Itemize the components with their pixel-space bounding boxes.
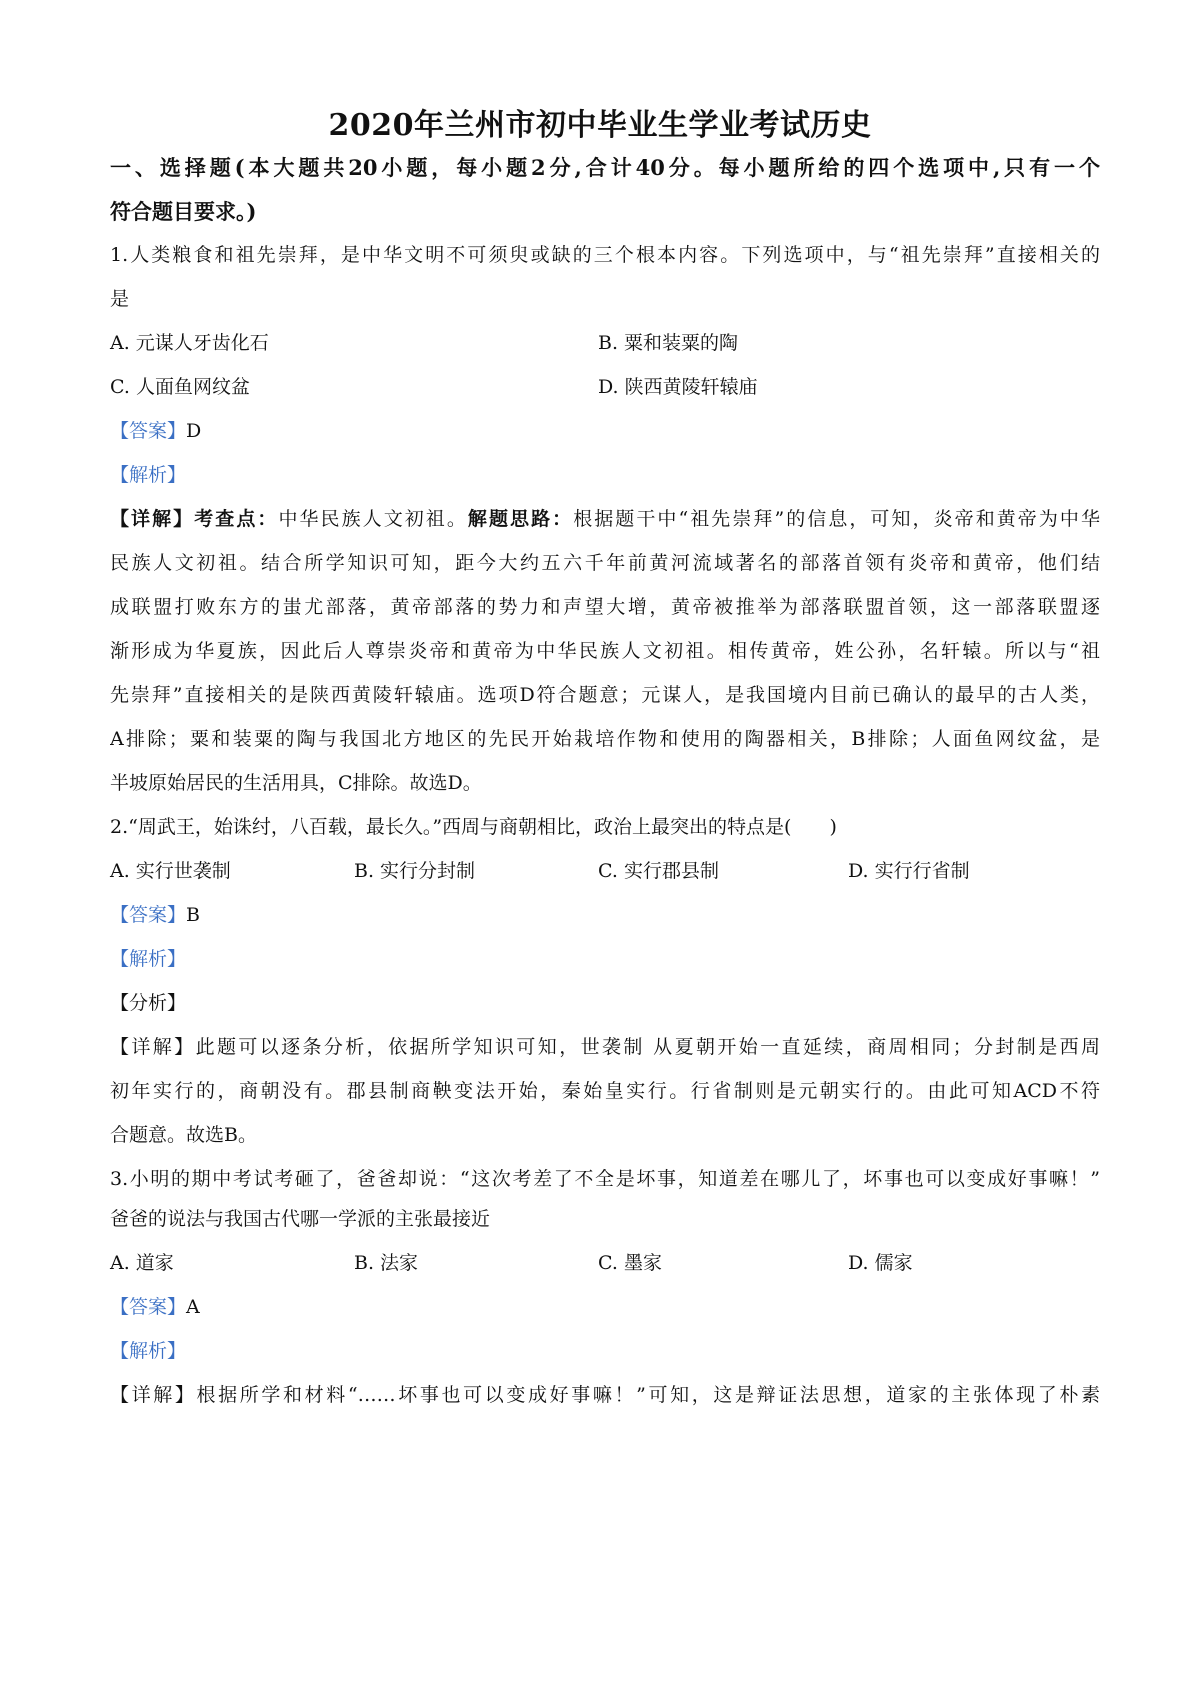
answer-label: 【答案】 — [110, 420, 187, 442]
q2-option-c: C. 实行郡县制 — [598, 860, 719, 882]
q2-stem: 2.“周武王，始诛纣，八百载，最长久。”西周与商朝相比，政治上最突出的特点是( ) — [110, 816, 837, 838]
q1-detail-line1 — [110, 504, 1100, 531]
analysis-label: 【解析】 — [110, 464, 187, 486]
q1-option-a: A. 元谋人牙齿化石 — [110, 332, 269, 354]
q3-detail-line1 — [110, 1380, 1100, 1407]
answer-value: D — [186, 420, 202, 442]
q1-stem-line2: 是 — [110, 288, 130, 310]
q2-option-a: A. 实行世袭制 — [110, 860, 231, 882]
section-heading-line2: 符合题目要求。) — [110, 199, 257, 224]
q1-option-c: C. 人面鱼网纹盆 — [110, 376, 250, 398]
q1-detail-line: 渐形成为华夏族，因此后人尊崇炎帝和黄帝为中华民族人文初祖。相传黄帝，姓公孙，名轩辕。所以与“祖 — [110, 640, 1100, 662]
q3-analysis-label — [110, 1336, 1100, 1363]
jieti-label: 解题思路： — [467, 508, 574, 530]
detail-label: 【详解】 — [110, 508, 195, 530]
q3-stem-line2: 爸爸的说法与我国古代哪一学派的主张最接近 — [110, 1208, 491, 1230]
detail-text: 根据题干中“祖先崇拜”的信息，可知，炎帝和黄帝为中华 — [573, 508, 1100, 530]
answer-value: A — [186, 1296, 200, 1318]
q2-detail-line1 — [110, 1032, 1100, 1059]
detail-text: 此题可以逐条分析，依据所学知识可知，世袭制 从夏朝开始一直延续，商周相同；分封制是西周 — [195, 1036, 1100, 1058]
q1-detail-line: 先崇拜”直接相关的是陕西黄陵轩辕庙。选项D符合题意；元谋人，是我国境内目前已确认的最早的古人类， — [110, 684, 1100, 706]
detail-label: 【详解】 — [110, 1384, 197, 1406]
q2-detail-line: 合题意。故选B。 — [110, 1124, 257, 1146]
answer-label: 【答案】 — [110, 904, 187, 926]
q1-option-d: D. 陕西黄陵轩辕庙 — [598, 376, 758, 398]
q3-option-a: A. 道家 — [110, 1252, 174, 1274]
q2-analysis-label — [110, 944, 1100, 971]
fenxi-label: 【分析】 — [110, 992, 187, 1014]
q1-detail-line: 民族人文初祖。结合所学知识可知，距今大约五六千年前黄河流域著名的部落首领有炎帝和黄帝，他们结 — [110, 552, 1100, 574]
q1-answer — [110, 416, 1100, 443]
q3-answer — [110, 1292, 1100, 1319]
kaochadian-label: 考查点： — [194, 508, 279, 530]
section-heading-line1: 一、选择题(本大题共20小题，每小题2分,合计40分。每小题所给的四个选项中,只有一个 — [110, 155, 1100, 180]
detail-label: 【详解】 — [110, 1036, 196, 1058]
q3-option-c: C. 墨家 — [598, 1252, 662, 1274]
answer-value: B — [186, 904, 200, 926]
analysis-label: 【解析】 — [110, 948, 187, 970]
q3-option-d: D. 儒家 — [848, 1252, 913, 1274]
analysis-label: 【解析】 — [110, 1340, 187, 1362]
detail-text: 根据所学和材料“……坏事也可以变成好事嘛！”可知，这是辩证法思想，道家的主张体现了朴素 — [196, 1384, 1100, 1406]
q1-detail-line: 成联盟打败东方的蚩尤部落，黄帝部落的势力和声望大增，黄帝被推举为部落联盟首领，这一部落联盟逐 — [110, 596, 1100, 618]
q2-option-d: D. 实行行省制 — [848, 860, 970, 882]
q2-option-b: B. 实行分封制 — [354, 860, 476, 882]
q1-detail-line: A排除；粟和装粟的陶与我国北方地区的先民开始栽培作物和使用的陶器相关，B排除；人面鱼网纹盆，是 — [110, 728, 1100, 750]
q3-option-b: B. 法家 — [354, 1252, 419, 1274]
q1-analysis-label — [110, 460, 1100, 487]
q2-answer — [110, 900, 1100, 927]
q1-stem-line1: 1.人类粮食和祖先崇拜，是中华文明不可须臾或缺的三个根本内容。下列选项中，与“祖先崇拜”直接相关的 — [110, 244, 1100, 266]
detail-text: 中华民族人文初祖。 — [278, 508, 468, 530]
page-title: 2020年兰州市初中毕业生学业考试历史 — [328, 108, 872, 143]
q1-detail-line: 半坡原始居民的生活用具，C排除。故选D。 — [110, 772, 482, 794]
q3-stem-line1: 3.小明的期中考试考砸了，爸爸却说：“这次考差了不全是坏事，知道差在哪儿了，坏事也可以变成好事嘛！” — [110, 1168, 1100, 1190]
q2-detail-line: 初年实行的，商朝没有。郡县制商鞅变法开始，秦始皇实行。行省制则是元朝实行的。由此可知ACD不符 — [110, 1080, 1100, 1102]
q1-option-b: B. 粟和装粟的陶 — [598, 332, 739, 354]
q2-fenxi-label — [110, 988, 1100, 1015]
answer-label: 【答案】 — [110, 1296, 187, 1318]
